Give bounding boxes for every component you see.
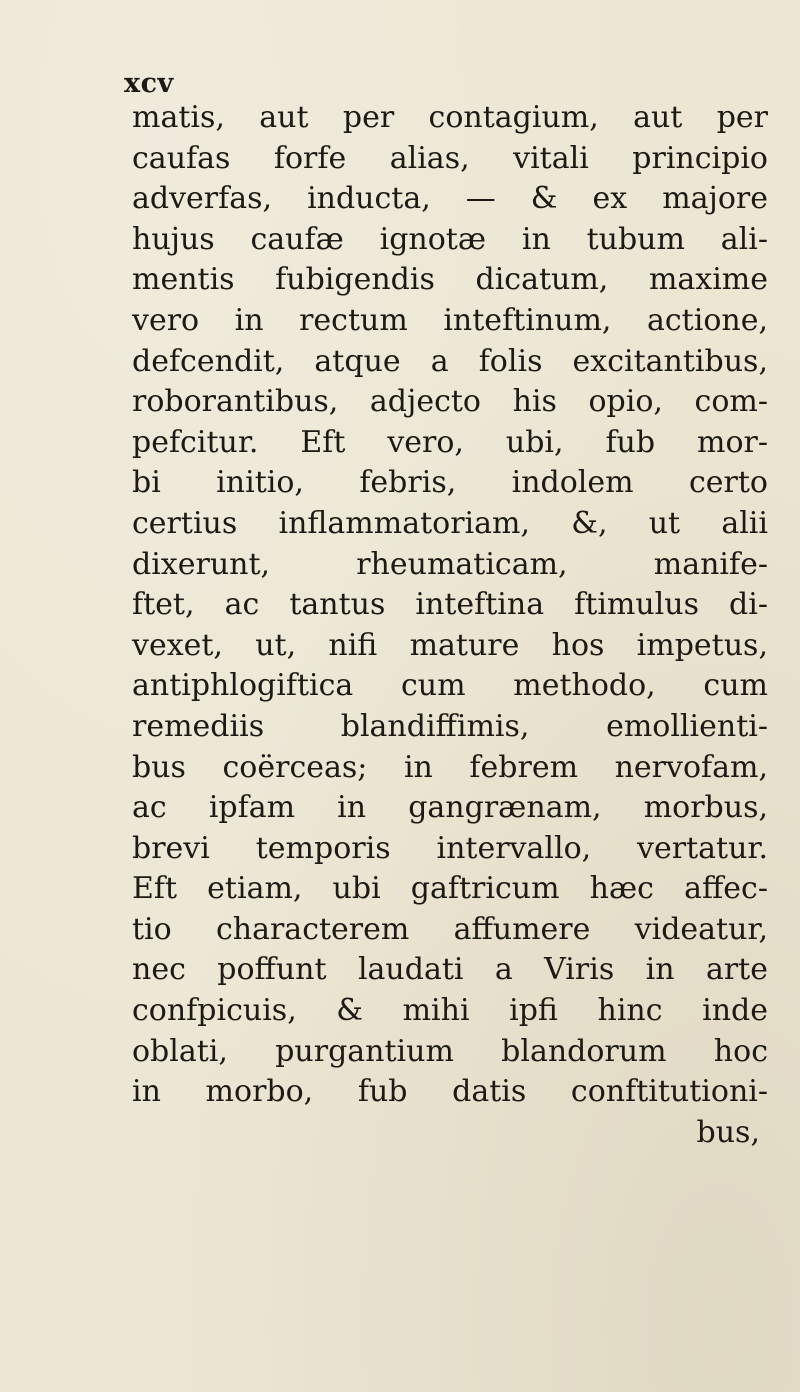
text-line: hujus caufæ ignotæ in tubum ali- bbox=[132, 221, 768, 257]
page-number: xcv bbox=[124, 68, 174, 99]
text-line: in morbo, fub datis conftitutioni- bbox=[132, 1074, 768, 1110]
text-line: remediis blandiffimis, emollienti- bbox=[132, 708, 768, 744]
text-line: bus, bbox=[696, 1114, 760, 1150]
text-line: brevi temporis intervallo, vertatur. bbox=[132, 830, 768, 866]
text-line: pefcitur. Eft vero, ubi, fub mor- bbox=[132, 424, 768, 460]
text-line: vero in rectum inteftinum, actione, bbox=[132, 302, 768, 338]
text-line: Eft etiam, ubi gaftricum hæc affec- bbox=[132, 871, 768, 907]
text-line: certius inflammatoriam, &, ut alii bbox=[132, 505, 768, 541]
text-line: caufas forfe alias, vitali principio bbox=[132, 140, 768, 176]
text-line: defcendit, atque a folis excitantibus, bbox=[132, 343, 768, 379]
text-line: tio characterem affumere videatur, bbox=[132, 911, 768, 947]
text-line: dixerunt, rheumaticam, manife- bbox=[132, 546, 768, 582]
text-line: oblati, purgantium blandorum hoc bbox=[132, 1033, 768, 1069]
text-line: bus coërceas; in febrem nervofam, bbox=[132, 749, 768, 785]
text-line: nec poffunt laudati a Viris in arte bbox=[132, 952, 768, 988]
text-line: adverfas, inducta, — & ex majore bbox=[132, 181, 768, 217]
text-line: roborantibus, adjecto his opio, com- bbox=[132, 384, 768, 420]
text-line: confpicuis, & mihi ipfi hinc inde bbox=[132, 993, 768, 1029]
text-line: antiphlogiftica cum methodo, cum bbox=[132, 668, 768, 704]
text-line: matis, aut per contagium, aut per bbox=[132, 100, 768, 135]
text-line: vexet, ut, nifi mature hos impetus, bbox=[132, 627, 768, 663]
text-line: mentis fubigendis dicatum, maxime bbox=[132, 262, 768, 298]
text-line: ftet, ac tantus inteftina ftimulus di- bbox=[132, 587, 768, 623]
text-line: bi initio, febris, indolem certo bbox=[132, 465, 768, 501]
body-text bbox=[132, 98, 768, 1153]
text-line: ac ipfam in gangrænam, morbus, bbox=[132, 790, 768, 826]
